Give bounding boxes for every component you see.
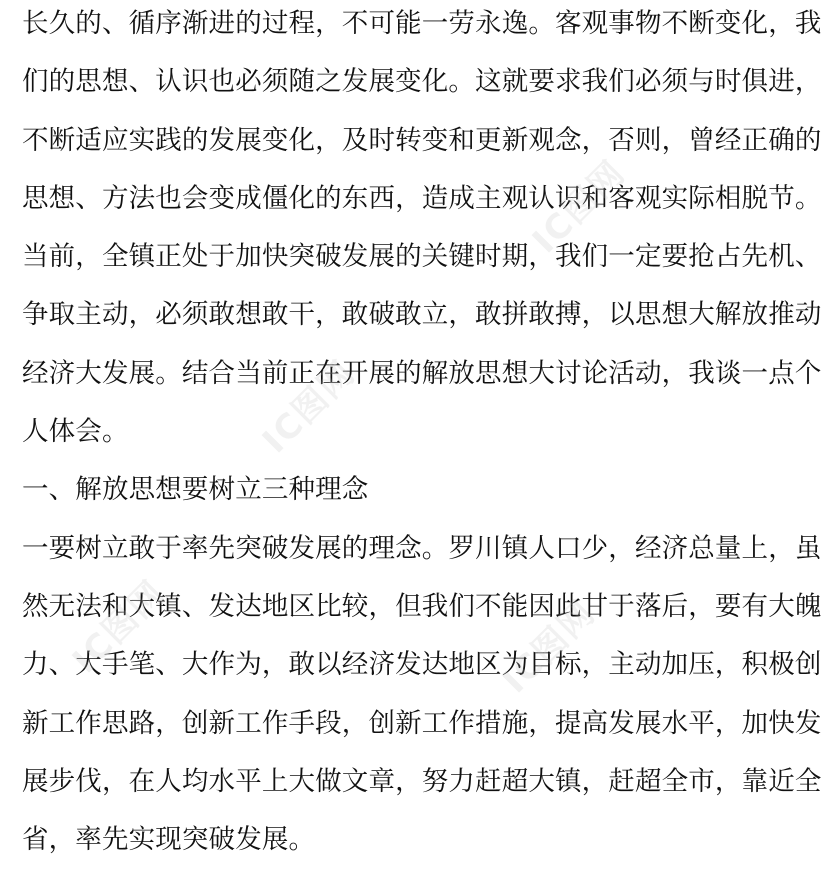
text-line-10: 一要树立敢于率先突破发展的理念。罗川镇人口少，经济总量上，虽 (22, 532, 822, 564)
text-line-11: 然无法和大镇、发达地区比较，但我们不能因此甘于落后，要有大魄 (22, 590, 822, 622)
text-line-7: 经济大发展。结合当前正在开展的解放思想大讨论活动，我谈一点个 (22, 357, 822, 389)
section-heading: 一、解放思想要树立三种理念 (22, 474, 369, 506)
text-line-14: 展步伐，在人均水平上大做文章，努力赶超大镇，赶超全市，靠近全 (22, 765, 822, 797)
document-body (22, 0, 822, 869)
watermark: IC图网 (254, 352, 364, 462)
watermark: IC图网 (524, 152, 634, 262)
text-line-5: 当前，全镇正处于加快突破发展的关键时期，我们一定要抢占先机、 (22, 241, 822, 273)
text-line-2: 们的思想、认识也必须随之发展变化。这就要求我们必须与时俱进， (22, 66, 822, 98)
text-line-15: 省，率先实现突破发展。 (22, 824, 316, 856)
text-line-8: 人体会。 (22, 416, 129, 448)
watermark: IC图网 (64, 572, 174, 682)
text-line-6: 争取主动，必须敢想敢干，敢破敢立，敢拼敢搏，以思想大解放推动 (22, 299, 822, 331)
text-line-4: 思想、方法也会变成僵化的东西，造成主观认识和客观实际相脱节。 (22, 182, 822, 214)
text-line-12: 力、大手笔、大作为，敢以经济发达地区为目标，主动加压，积极创 (22, 649, 822, 681)
text-line-3: 不断适应实践的发展变化，及时转变和更新观念，否则，曾经正确的 (22, 124, 822, 156)
watermark: IC图网 (494, 592, 604, 702)
text-line-1: 长久的、循序渐进的过程，不可能一劳永逸。客观事物不断变化，我 (22, 8, 822, 39)
text-line-13: 新工作思路，创新工作手段，创新工作措施，提高发展水平，加快发 (22, 707, 822, 739)
